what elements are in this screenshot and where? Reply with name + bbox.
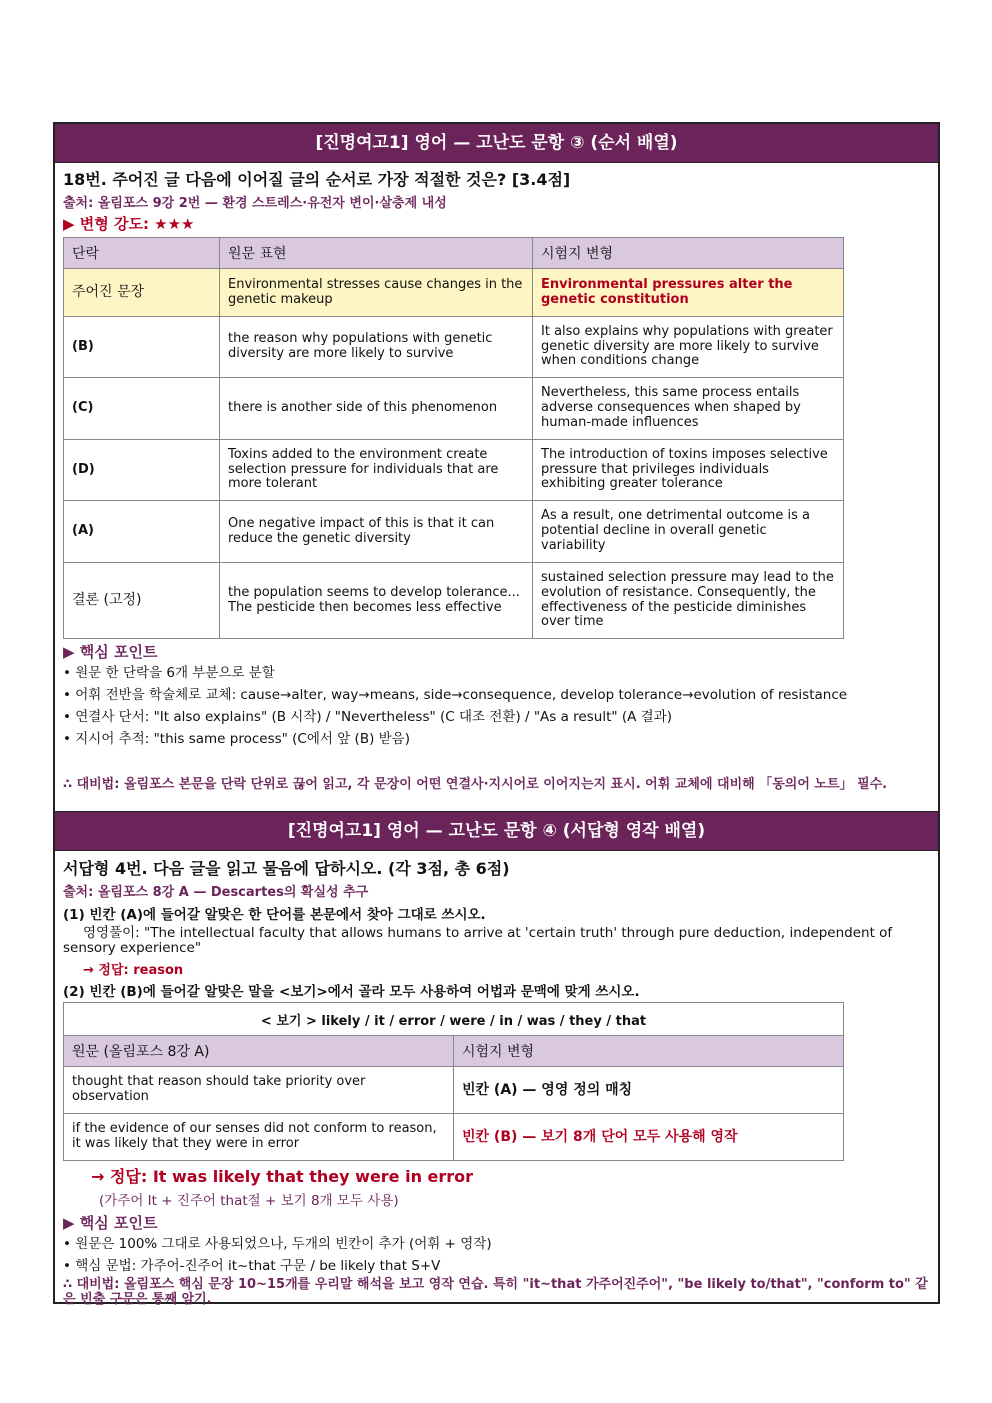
table-row bbox=[64, 269, 844, 317]
table-header-row bbox=[64, 1036, 844, 1067]
cell-original: the population seems to develop tolerance... The pesticide then becomes less effective bbox=[220, 563, 533, 639]
cell-original: Toxins added to the environment create selection pressure for individuals that are more tolerant bbox=[220, 440, 533, 501]
section2-bullet: • 원문은 100% 그대로 사용되었으나, 두개의 빈칸이 추가 (어휘 + 영작) bbox=[63, 1236, 492, 1252]
section2-q2: (2) 빈칸 (B)에 들어갈 알맞은 말을 <보기>에서 골라 모두 사용하여 어법과 문맥에 맞게 쓰시오. bbox=[63, 984, 640, 1000]
col-header-original: 원문 (올림포스 8강 A) bbox=[64, 1036, 454, 1067]
cell-variant: 빈칸 (A) — 영영 정의 매칭 bbox=[454, 1067, 844, 1114]
section2-q2-answer-note: (가주어 It + 진주어 that절 + 보기 8개 모두 사용) bbox=[99, 1193, 399, 1209]
cell-variant: As a result, one detrimental outcome is a potential decline in overall genetic variability bbox=[533, 501, 844, 563]
table-header-row bbox=[64, 238, 844, 269]
cell-original: One negative impact of this is that it can reduce the genetic diversity bbox=[220, 501, 533, 563]
section2-q1-answer: → 정답: reason bbox=[83, 963, 184, 978]
table-row bbox=[64, 1067, 844, 1114]
cell-variant: Environmental pressures alter the genetic constitution bbox=[533, 269, 844, 317]
section2-q1-definition: 영영풀이: "The intellectual faculty that allows humans to arrive at 'certain truth' through pure deduction, independent of sensory experience" bbox=[63, 925, 893, 956]
section1-header: [진명여고1] 영어 — 고난도 문항 ③ (순서 배열) bbox=[55, 124, 938, 163]
cell-original: the reason why populations with genetic diversity are more likely to survive bbox=[220, 317, 533, 378]
section1-intensity: ▶ 변형 강도: ★★★ bbox=[63, 215, 195, 233]
section2-question-title: 서답형 4번. 다음 글을 읽고 물음에 답하시오. (각 3점, 총 6점) bbox=[63, 859, 510, 878]
section2-body bbox=[55, 852, 938, 1307]
section1-key-points-title: ▶ 핵심 포인트 bbox=[63, 643, 158, 661]
section1-body bbox=[55, 167, 938, 792]
cell-part: 주어진 문장 bbox=[64, 269, 220, 317]
section1-comparison-table bbox=[63, 237, 844, 639]
cell-part: (C) bbox=[64, 378, 220, 440]
cell-original: thought that reason should take priority over observation bbox=[64, 1067, 454, 1114]
col-header-original: 원문 표현 bbox=[220, 238, 533, 269]
table-row bbox=[64, 440, 844, 501]
cell-part: (A) bbox=[64, 501, 220, 563]
section2-source: 출처: 올림포스 8강 A — Descartes의 확실성 추구 bbox=[63, 885, 369, 900]
cell-part: (D) bbox=[64, 440, 220, 501]
table-row bbox=[64, 501, 844, 563]
cell-variant: Nevertheless, this same process entails adverse consequences when shaped by human-made influences bbox=[533, 378, 844, 440]
section1-bullet: • 연결사 단서: "It also explains" (B 시작) / "Nevertheless" (C 대조 전환) / "As a result" (A 결과) bbox=[63, 709, 673, 725]
section1-question-title: 18번. 주어진 글 다음에 이어질 글의 순서로 가장 적절한 것은? [3.4점] bbox=[63, 170, 571, 189]
section1-strategy: ∴ 대비법: 올림포스 본문을 단락 단위로 끊어 읽고, 각 문장이 어떤 연결사·지시어로 이어지는지 표시. 어휘 교체에 대비해 「동의어 노트」 필수. bbox=[63, 777, 888, 792]
cell-original: there is another side of this phenomenon bbox=[220, 378, 533, 440]
cell-variant: 빈칸 (B) — 보기 8개 단어 모두 사용해 영작 bbox=[454, 1114, 844, 1161]
table-row bbox=[64, 317, 844, 378]
bogi-row bbox=[64, 1003, 844, 1036]
section2-header: [진명여고1] 영어 — 고난도 문항 ④ (서답형 영작 배열) bbox=[55, 811, 938, 851]
cell-part: 결론 (고정) bbox=[64, 563, 220, 639]
cell-original: Environmental stresses cause changes in the genetic makeup bbox=[220, 269, 533, 317]
section2-strategy: ∴ 대비법: 올림포스 핵심 문장 10~15개를 우리말 해석을 보고 영작 연습. 특히 "it~that 가주어진주어", "be likely to/that", "conform to" 같은 빈출 구문은 통째 암기. bbox=[63, 1277, 928, 1307]
section1-bullet: • 지시어 추적: "this same process" (C에서 앞 (B) 받음) bbox=[63, 731, 410, 747]
col-header-variant: 시험지 변형 bbox=[533, 238, 844, 269]
section1-bullet: • 어휘 전반을 학술체로 교체: cause→alter, way→means, side→consequence, develop tolerance→evolution of resistance bbox=[63, 687, 848, 703]
table-row bbox=[64, 1114, 844, 1161]
table-row bbox=[64, 563, 844, 639]
section1-bullet: • 원문 한 단락을 6개 부분으로 분할 bbox=[63, 665, 275, 681]
cell-original: if the evidence of our senses did not conform to reason, it was likely that they were in error bbox=[64, 1114, 454, 1161]
section2-q1: (1) 빈칸 (A)에 들어갈 알맞은 한 단어를 본문에서 찾아 그대로 쓰시오. bbox=[63, 907, 486, 923]
bogi-box: < 보기 > likely / it / error / were / in / was / they / that bbox=[64, 1003, 844, 1036]
cell-variant: The introduction of toxins imposes selective pressure that privileges individuals exhibiting greater tolerance bbox=[533, 440, 844, 501]
cell-variant: It also explains why populations with greater genetic diversity are more likely to survive when conditions change bbox=[533, 317, 844, 378]
section2-q2-answer: → 정답: It was likely that they were in error bbox=[91, 1167, 474, 1186]
col-header-part: 단락 bbox=[64, 238, 220, 269]
cell-variant: sustained selection pressure may lead to the evolution of resistance. Consequently, the effectiveness of the pesticide diminishes over time bbox=[533, 563, 844, 639]
cell-part: (B) bbox=[64, 317, 220, 378]
table-row bbox=[64, 378, 844, 440]
exam-analysis-frame bbox=[53, 122, 940, 1307]
section2-key-points-title: ▶ 핵심 포인트 bbox=[63, 1214, 158, 1232]
col-header-variant: 시험지 변형 bbox=[454, 1036, 844, 1067]
section1-source: 출처: 올림포스 9강 2번 — 환경 스트레스·유전자 변이·살충제 내성 bbox=[63, 196, 447, 211]
section2-bullet: • 핵심 문법: 가주어-진주어 it~that 구문 / be likely that S+V bbox=[63, 1258, 441, 1274]
section2-table bbox=[63, 1002, 844, 1161]
